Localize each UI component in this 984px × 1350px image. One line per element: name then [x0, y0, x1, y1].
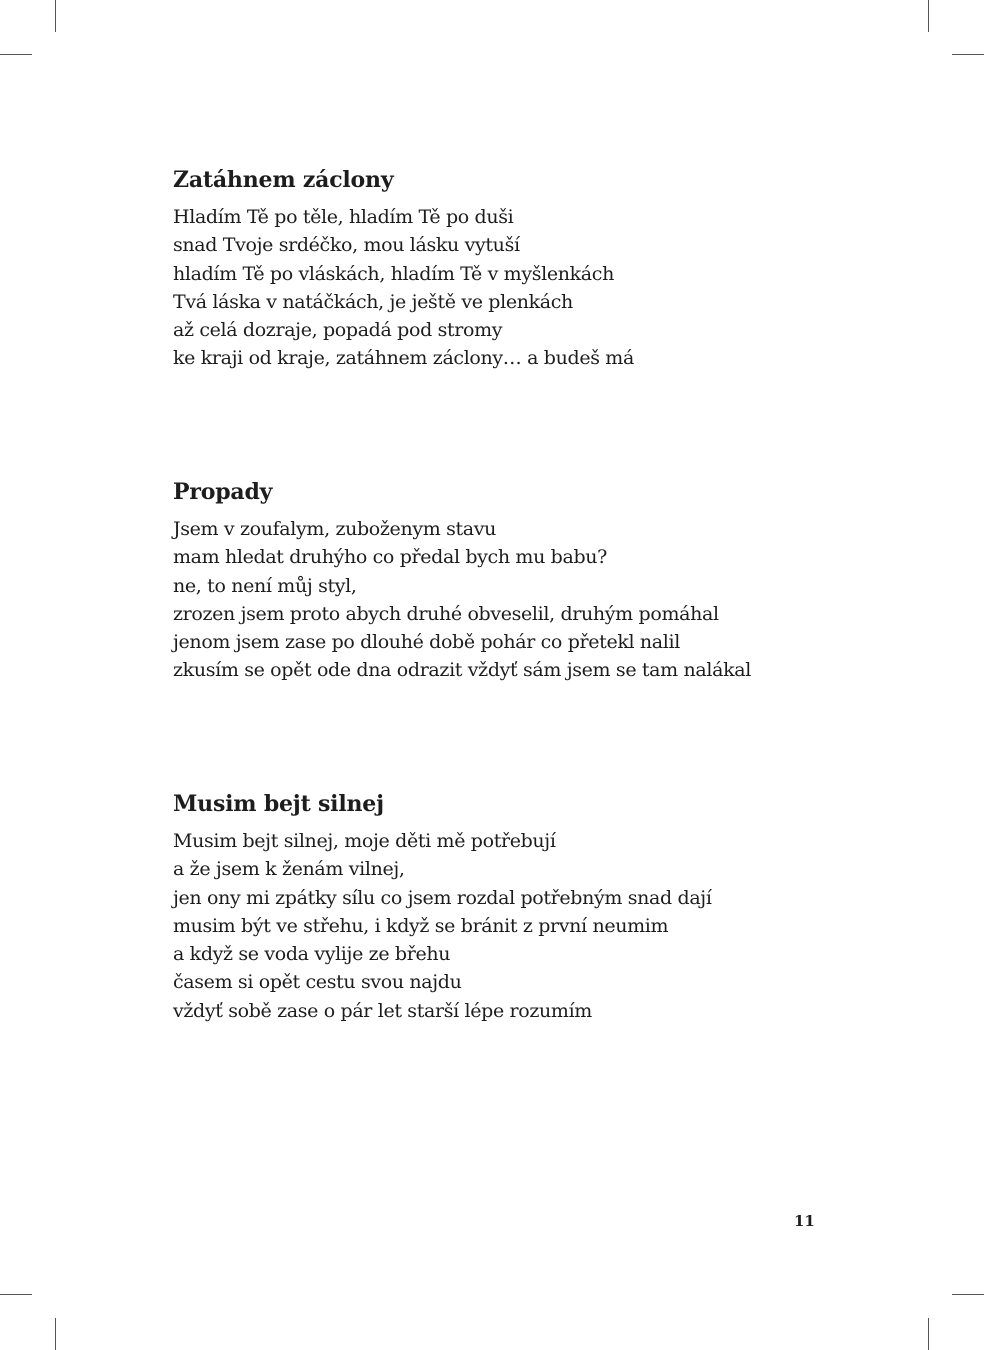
poem-line: ne, to není můj styl, — [173, 574, 357, 597]
poem-line: musim být ve střehu, i když se bránit z první neumim — [173, 914, 669, 937]
poem-line: mam hledat druhýho co předal bych mu babu? — [173, 546, 607, 569]
poem-title: Musim bejt silnej — [173, 791, 384, 817]
crop-mark-top-right — [952, 54, 984, 55]
poem-title: Propady — [173, 479, 273, 505]
poem-zatahnem-zaclony — [173, 166, 813, 373]
poem-line: Hladím Tě po těle, hladím Tě po duši — [173, 206, 514, 228]
poem-line: zkusím se opět ode dna odrazit vždyť sám jsem se tam nalákal — [173, 659, 751, 682]
poem-line: snad Tvoje srdéčko, mou lásku vytuší — [173, 234, 520, 257]
poem-line: jen ony mi zpátky sílu co jsem rozdal potřebným snad dají — [173, 886, 712, 909]
poem-line: až celá dozraje, popadá pod stromy — [173, 319, 503, 342]
poem-propady — [173, 478, 813, 685]
poem-body — [173, 827, 813, 1025]
poem-line: Jsem v zoufalym, zuboženym stavu — [173, 518, 497, 540]
poem-line: Tvá láska v natáčkách, je ještě ve plenkách — [173, 290, 573, 313]
poem-body — [173, 515, 813, 685]
crop-mark-top-left — [55, 0, 56, 32]
crop-mark-bottom-left — [0, 1294, 32, 1295]
poem-line: časem si opět cestu svou najdu — [173, 971, 462, 994]
crop-mark-top-right — [928, 0, 929, 32]
poem-line: hladím Tě po vláskách, hladím Tě v myšlenkách — [173, 262, 614, 285]
poem-line: ke kraji od kraje, zatáhnem záclony… a budeš má — [173, 347, 634, 370]
page-number: 11 — [794, 1212, 815, 1230]
poem-title: Zatáhnem záclony — [173, 167, 394, 193]
crop-mark-top-left — [0, 54, 32, 55]
poem-line: Musim bejt silnej, moje děti mě potřebují — [173, 830, 556, 852]
poem-line: jenom jsem zase po dlouhé době pohár co přetekl nalil — [173, 631, 680, 654]
poem-line: vždyť sobě zase o pár let starší lépe rozumím — [173, 999, 592, 1022]
crop-mark-bottom-right — [928, 1318, 929, 1350]
crop-mark-bottom-right — [952, 1294, 984, 1295]
poem-line: a když se voda vylije ze břehu — [173, 943, 451, 966]
poem-musim-bejt-silnej — [173, 790, 813, 1025]
poem-line: a že jsem k ženám vilnej, — [173, 858, 405, 881]
poem-line: zrozen jsem proto abych druhé obveselil, druhým pomáhal — [173, 602, 719, 625]
poem-body — [173, 203, 813, 373]
crop-mark-bottom-left — [55, 1318, 56, 1350]
